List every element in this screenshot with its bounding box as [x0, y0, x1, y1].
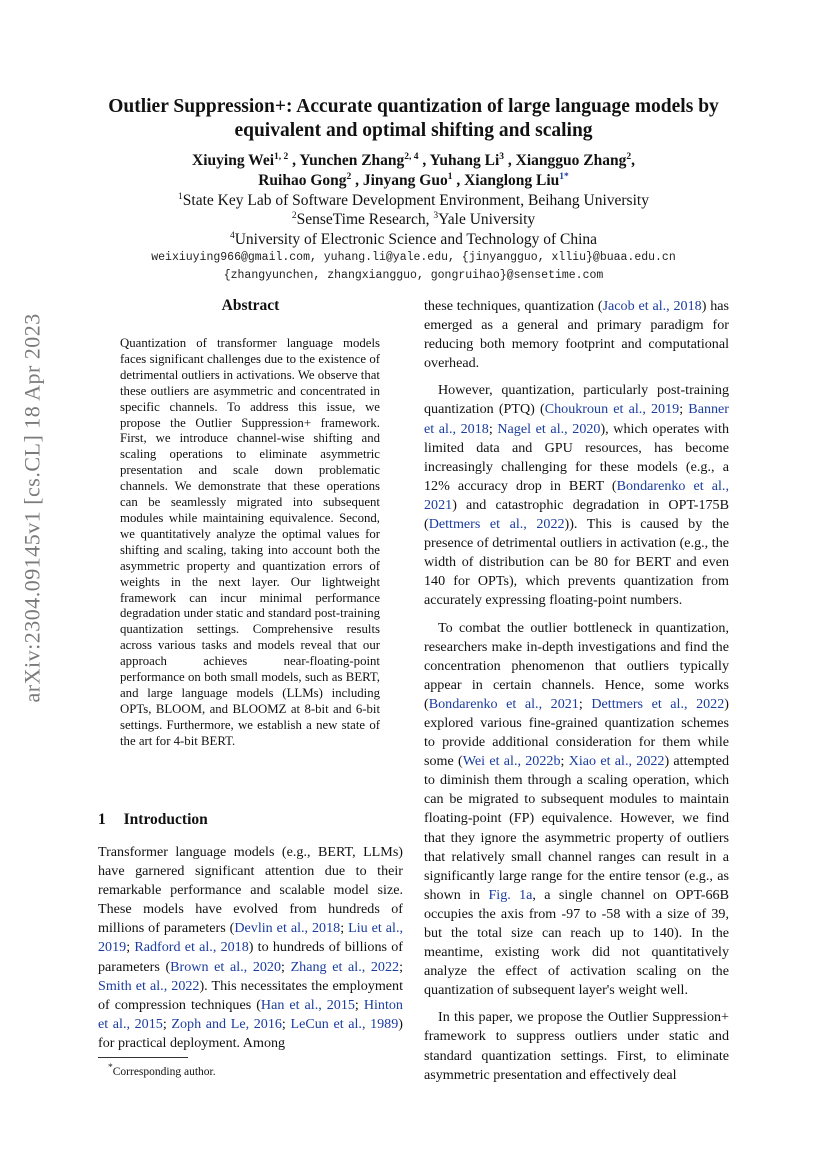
footnote-divider	[98, 1057, 188, 1058]
author-name: Xianglong Liu	[464, 172, 560, 190]
section-heading-introduction	[98, 811, 208, 829]
citation-link[interactable]: Bondarenko et al., 2021	[424, 477, 729, 513]
citation-link[interactable]: Wei et al., 2022b	[462, 753, 561, 770]
citation-link[interactable]: Liu et al., 2019	[98, 920, 403, 956]
citation-link[interactable]: Zoph and Le, 2016	[171, 1015, 282, 1032]
citation-link[interactable]: LeCun et al., 1989	[290, 1015, 399, 1032]
author-line-2: Ruihao Gong$^2$ , Jinyang Guo$^1$ , Xianglong Liu$^{1*}$	[258, 172, 569, 190]
intro-paragraph-3: To combat the outlier bottleneck in quantization, researchers make in-depth investigations and find the concentration phenomenon that outliers typically appear in certain channels. Hence, some works (Bondarenko et al., 2021; Dettmers et al., 2022) explored various fine-grained quantization schemes to provide additional consideration for them while some (Wei et al., 2022b; Xiao et al., 2022) attempted to diminish them through a scaling operation, which can be migrated to subsequent modules to maintain floating-point (FP) equivalence. However, we find that they ignore the asymmetric property of outliers that relatively small channel ranges can result in a significantly large range for the entire tensor (e.g., as shown in Fig. 1a, a single channel on OPT-66B occupies the axis from -97 to -58 with a size of 39, but the total size can reach up to 140). In the meantime, existing work did not quantitatively analyze the effect of activation scaling on the quantization of subsequent layer's weight well.	[424, 619, 729, 999]
citation-link[interactable]: Brown et al., 2020	[170, 958, 282, 975]
citation-link[interactable]: Hinton et al., 2015	[98, 996, 403, 1032]
right-column-text	[424, 297, 729, 1085]
citation-link[interactable]: Dettmers et al., 2022	[428, 516, 565, 533]
citation-link[interactable]: Han et al., 2015	[260, 996, 355, 1013]
abstract-heading: Abstract	[221, 297, 280, 314]
author-name: Yuhang Li	[429, 152, 500, 170]
citation-link[interactable]: Smith et al., 2022	[98, 977, 200, 994]
intro-paragraph-4: In this paper, we propose the Outlier Suppression+ framework to suppress outliers under static and standard quantization settings. First, to eliminate asymmetric presentation and effectively deal	[424, 1009, 729, 1083]
citation-link[interactable]: Banner et al., 2018	[424, 401, 729, 437]
email-line-2: {zhangyunchen, zhangxiangguo, gongruihao}@sensetime.com	[223, 269, 604, 282]
citation-link[interactable]: Radford et al., 2018	[134, 939, 249, 956]
citation-link[interactable]: Nagel et al., 2020	[497, 420, 601, 437]
section-number: 1	[98, 811, 106, 828]
footnote-mark: *	[108, 1063, 113, 1073]
citation-link[interactable]: Bondarenko et al., 2021	[428, 695, 579, 712]
left-column-text	[98, 843, 403, 1053]
author-name: Jinyang Guo	[362, 172, 448, 190]
author-name: Ruihao Gong	[258, 172, 347, 190]
section-title: Introduction	[123, 811, 208, 828]
intro-paragraph-1-continued: these techniques, quantization (Jacob et al., 2018) has emerged as a general and primary paradigm for reducing both memory footprint and computational overhead.	[424, 298, 729, 372]
author-line-1: Xiuying Wei$^{1, 2}$ , Yunchen Zhang$^{2, 4}$ , Yuhang Li$^3$ , Xiangguo Zhang$^2$,	[192, 152, 635, 170]
affiliation-3: $^4$University of Electronic Science and Technology of China	[229, 231, 598, 249]
footnote-text: Corresponding author.	[112, 1065, 216, 1078]
footnote	[108, 1061, 216, 1079]
affiliation-1: $^1$State Key Lab of Software Development Environment, Beihang University	[178, 192, 649, 210]
abstract-body	[120, 336, 380, 750]
abstract-text: Quantization of transformer language models faces significant challenges due to the existence of detrimental outliers in activations. We observe that these outliers are asymmetric and concentrated in specific channels. To address this issue, we propose the Outlier Suppression+ framework. First, we introduce channel-wise shifting and scaling operations to eliminate asymmetric presentation and scale down problematic channels. We demonstrate that these operations can be seamlessly migrated into subsequent modules while maintaining equivalence. Second, we quantitatively analyze the optimal values for shifting and scaling, taking into account both the asymmetric property and quantization errors of weights in the next layer. Our lightweight framework can incur minimal performance degradation under static and standard post-training quantization settings. Comprehensive results across various tasks and models reveal that our approach achieves near-floating-point performance on both small models, such as BERT, and large language models (LLMs) including OPTs, BLOOM, and BLOOMZ at 8-bit and 6-bit settings. Furthermore, we establish a new state of the art for 4-bit BERT.	[120, 336, 380, 748]
citation-link[interactable]: Jacob et al., 2018	[602, 298, 702, 314]
author-name: Xiuying Wei	[192, 152, 275, 170]
citation-link[interactable]: Devlin et al., 2018	[234, 920, 341, 937]
email-line-1: weixiuying966@gmail.com, yuhang.li@yale.edu, {jinyangguo, xlliu}@buaa.edu.cn	[151, 251, 676, 264]
citation-link[interactable]: Choukroun et al., 2019	[544, 401, 680, 418]
citation-link[interactable]: Dettmers et al., 2022	[591, 695, 725, 712]
citation-link[interactable]: Zhang et al., 2022	[290, 958, 400, 975]
intro-paragraph-2: However, quantization, particularly post-training quantization (PTQ) (Choukroun et al., 2019; Banner et al., 2018; Nagel et al., 2020), which operates with limited data and GPU resources, has become increasingly challenging for these models (e.g., a 12% accuracy drop in BERT (Bondarenko et al., 2021) and catastrophic degradation in OPT-175B (Dettmers et al., 2022)). This is caused by the presence of detrimental outliers in activation (e.g., the width of distribution can be 80 for BERT and even 140 for OPTs), which prevents quantization from accurately expressing floating-point numbers.	[424, 382, 729, 609]
arxiv-stamp: arXiv:2304.09145v1 [cs.CL] 18 Apr 2023	[19, 313, 45, 703]
paper-title: Outlier Suppression+: Accurate quantization of large language models by equivalent and optimal shifting and scaling	[108, 96, 719, 141]
citation-link[interactable]: Xiao et al., 2022	[568, 753, 665, 770]
author-name: Xiangguo Zhang	[515, 152, 627, 170]
intro-paragraph-1: Transformer language models (e.g., BERT, LLMs) have garnered significant attention due to their remarkable performance and scalable model size. These models have evolved from hundreds of millions of parameters (Devlin et al., 2018; Liu et al., 2019; Radford et al., 2018) to hundreds of billions of parameters (Brown et al., 2020; Zhang et al., 2022; Smith et al., 2022). This necessitates the employment of compression techniques (Han et al., 2015; Hinton et al., 2015; Zoph and Le, 2016; LeCun et al., 1989) for practical deployment. Among	[98, 844, 404, 1051]
affiliation-2: $^2$SenseTime Research, $^3$Yale University	[291, 211, 536, 229]
figure-reference-link[interactable]: Fig. 1a	[488, 886, 533, 903]
author-name: Yunchen Zhang	[299, 152, 405, 170]
